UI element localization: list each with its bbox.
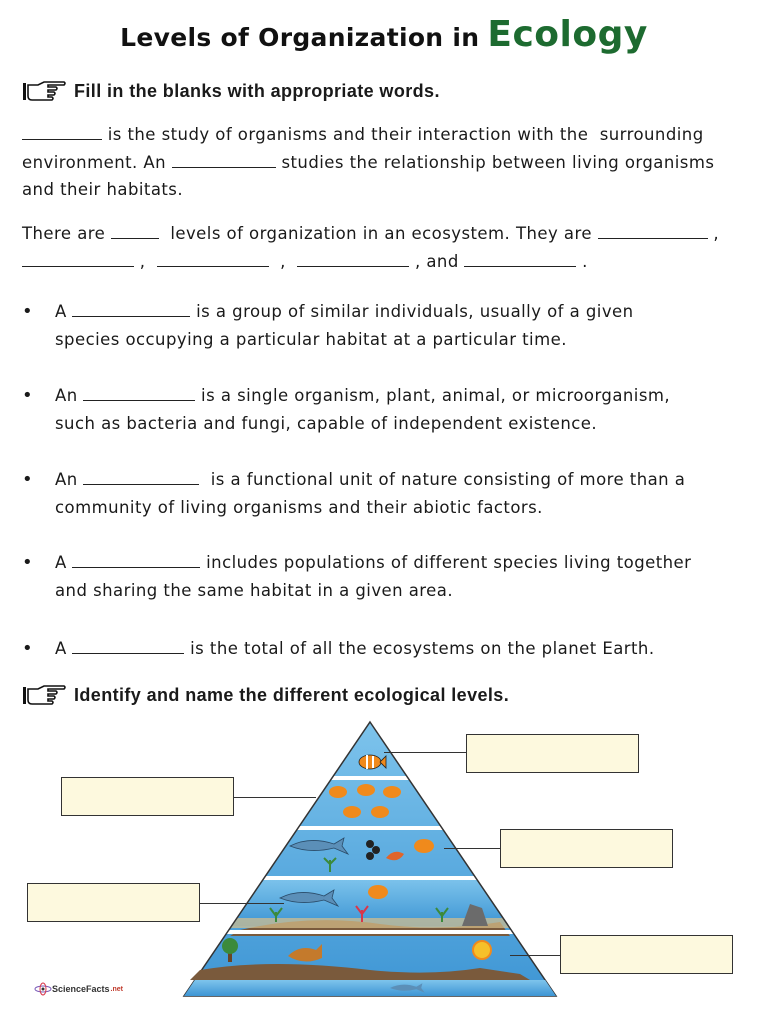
blank-field[interactable] [157,248,269,267]
bullet-marker: • [22,469,34,490]
fish-icon [368,885,388,899]
bullet-text: species occupying a particular habitat at a particular time. [55,329,567,349]
paragraph-text: , [707,224,720,243]
pointing-hand-icon [22,80,66,102]
paragraph-text: environment. An [22,152,172,172]
bullet-marker: • [22,301,34,322]
bullet-lead: An [55,470,84,489]
separator-text: . [576,251,588,271]
leader-line [510,955,560,956]
pointing-hand-icon [22,684,66,706]
section-heading-fill-blanks [22,80,440,102]
blank-field[interactable] [72,549,200,568]
bullet-text: such as bacteria and fungi, capable of independent existence. [55,413,598,433]
sciencefacts-logo [34,982,123,996]
bullet-marker: • [22,638,34,659]
section-heading-identify [22,684,509,706]
sun-icon [473,941,491,959]
logo-suffix: .net [110,985,123,993]
list-item [22,298,752,354]
bullet-lead: An [55,386,84,405]
separator-text: , and [409,251,465,271]
list-item [22,466,752,522]
blank-field[interactable] [83,382,195,401]
paragraph-text: studies the relationship between living organisms [275,152,715,172]
answer-box[interactable] [500,829,673,868]
section-heading-text: Fill in the blanks with appropriate words. [74,80,440,101]
paragraph-text: levels of organization in an ecosystem. They are [158,224,598,243]
leader-line [384,752,466,753]
paragraph-definitions [22,121,752,204]
separator-text: , [268,251,298,271]
bullet-text: is the total of all the ecosystems on the planet Earth. [184,639,655,658]
title-accent: Ecology [487,14,648,55]
blank-field[interactable] [464,248,576,267]
list-item [22,635,752,665]
answer-box[interactable] [466,734,639,773]
leader-line [200,903,284,904]
page-title [0,14,768,55]
blank-field[interactable] [111,220,159,239]
logo-atom-icon [34,982,52,996]
blank-field[interactable] [83,466,199,485]
list-item [22,549,752,605]
bullet-marker: • [22,385,34,406]
logo-text: ScienceFacts [52,984,110,994]
bullet-lead: A [55,553,73,572]
answer-box[interactable] [27,883,200,922]
bullet-marker: • [22,552,34,573]
bullet-text: and sharing the same habitat in a given area. [55,580,454,600]
leader-line [444,848,500,849]
paragraph-levels [22,220,752,275]
bullet-text: includes populations of different species living together [200,553,692,572]
answer-box[interactable] [61,777,234,816]
section-heading-text: Identify and name the different ecological levels. [74,684,510,705]
blank-field[interactable] [297,248,409,267]
list-item [22,382,752,438]
blank-field[interactable] [598,220,708,239]
bullet-text: community of living organisms and their abiotic factors. [55,497,543,517]
paragraph-text: is the study of organisms and their interaction with the surrounding [102,125,704,144]
leader-line [234,797,316,798]
bullet-text: is a group of similar individuals, usually of a given [190,302,634,321]
paragraph-text: There are [22,224,111,243]
bullet-text: is a functional unit of nature consisting of more than a [199,470,686,489]
blank-field[interactable] [22,121,102,140]
title-main: Levels of Organization in [120,23,480,52]
fish-icon [414,839,434,853]
blank-field[interactable] [172,149,276,168]
bullet-lead: A [55,302,73,321]
blank-field[interactable] [72,635,184,654]
blank-field[interactable] [72,298,190,317]
blank-field[interactable] [22,248,134,267]
bullet-text: is a single organism, plant, animal, or microorganism, [195,386,671,405]
bullet-lead: A [55,639,73,658]
separator-text: , [134,251,157,271]
answer-box[interactable] [560,935,733,974]
paragraph-text: and their habitats. [22,180,184,199]
